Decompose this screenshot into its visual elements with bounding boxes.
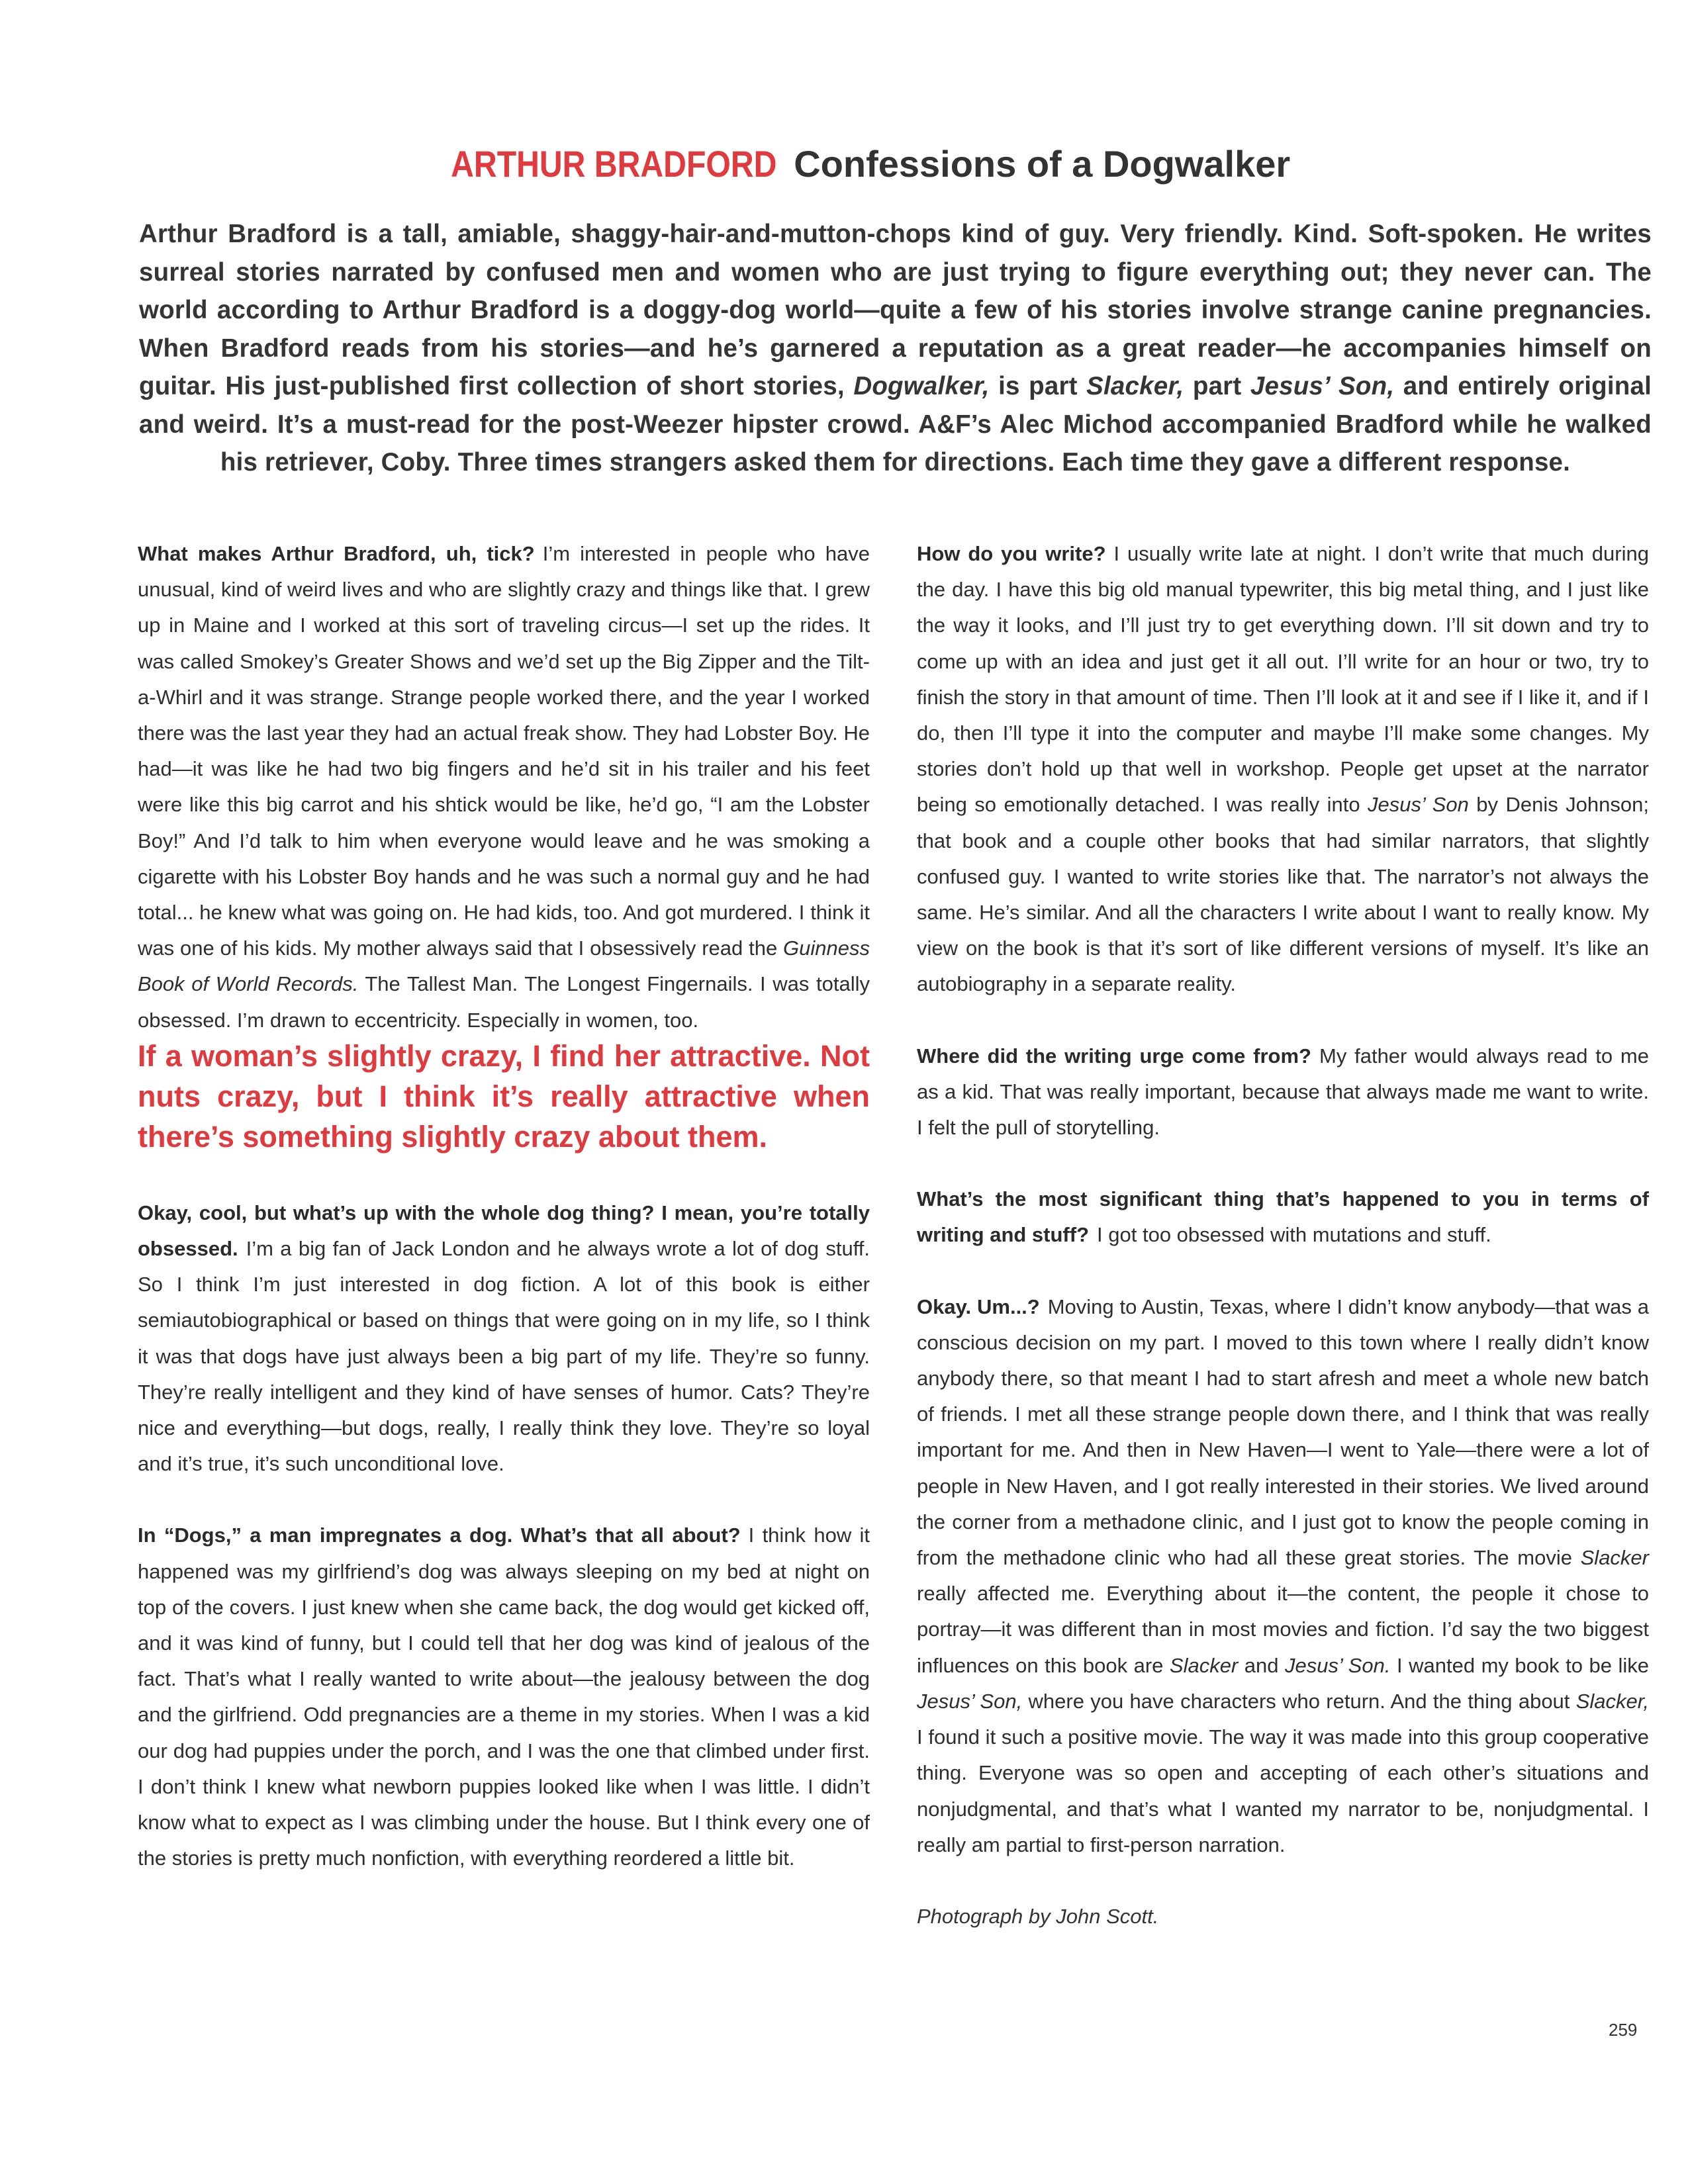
page-number: 259 [1609, 2020, 1638, 2040]
answer [917, 542, 1649, 995]
qa-block [917, 1289, 1649, 1863]
question: Okay, cool, but what’s up with the whole dog thing? I mean, you’re totally obsessed. [138, 1201, 870, 1261]
answer-book-title: Guinness Book of World Records. [138, 936, 870, 996]
answer-text: by Denis Johnson; that book and a couple other books that had similar narrators, that slightly confused guy. I wanted to write stories like that. The narrator’s not always the same. He’s similar. And all the characters I write about I want to really know. My view on the book is that it’s sort of like different versions of myself. It’s like an autobiography in a separate reality. [917, 793, 1649, 996]
answer-film-title: Slacker [1169, 1653, 1239, 1677]
qa-block [917, 1038, 1649, 1146]
intro-book-title: Dogwalker, [853, 372, 990, 400]
answer-film-title: Slacker, [1575, 1689, 1649, 1713]
qa-block [138, 1195, 870, 1482]
intro-text: and entirely original and weird. It’s a must-read for the post-Weezer hipster crowd. A&F’s Alec Michod accompanied Bradford while he walked his retriever, Coby. Three times strangers asked them for directions. Each time they gave a different response. [139, 372, 1652, 477]
question: What’s the most significant thing that’s happened to you in terms of writing and stuff? [917, 1187, 1649, 1247]
intro-film-title: Slacker, [1086, 372, 1184, 400]
answer-text: and [1238, 1653, 1286, 1677]
intro-paragraph [139, 215, 1652, 482]
answer: My father would always read to me as a kid. That was really important, because that always made me want to write. I felt the pull of storytelling. [917, 1044, 1649, 1140]
right-column [917, 536, 1649, 1934]
intro-text: part [1184, 372, 1250, 400]
answer-text: I wanted my book to be like [1390, 1653, 1650, 1677]
answer-text: Moving to Austin, Texas, where I didn’t know anybody—that was a conscious decision on my part. I moved to this town where I really didn’t know anybody there, so that meant I had to start afresh and meet a whole new batch of friends. I met all these strange people down there, and I think that was really important for me. And then in New Haven—I went to Yale—there were a lot of people in New Haven, and I got really interested in their stories. We lived around the corner from a methadone clinic, and I just got to know the people coming in from the methadone clinic who had all these great stories. The movie [917, 1295, 1649, 1570]
answer-text: really affected me. Everything about it—the content, the people it chose to portray—it was different than in most movies and fiction. I’d say the two biggest influences on this book are [917, 1582, 1649, 1677]
question: In “Dogs,” a man impregnates a dog. What’s that all about? [138, 1524, 741, 1547]
qa-block [917, 1181, 1649, 1253]
intro-book-title: Jesus’ Son, [1250, 372, 1395, 400]
left-column [138, 536, 870, 1913]
qa-block [138, 536, 870, 1038]
answer [917, 1295, 1649, 1856]
qa-block [138, 1518, 870, 1876]
intro-text: is part [989, 372, 1087, 400]
question: Okay. Um...? [917, 1295, 1040, 1318]
photo-credit: Photograph by John Scott. [917, 1904, 1159, 1928]
author-name: ARTHUR BRADFORD [450, 143, 777, 185]
question: What makes Arthur Bradford, uh, tick? [138, 542, 535, 565]
answer-text: I usually write late at night. I don’t write that much during the day. I have this big old manual typewriter, this big metal thing, and I just like the way it looks, and I’ll just try to get everything down. I’ll sit down and try to come up with an idea and just get it all out. I’ll write for an hour or two, try to finish the story in that amount of time. Then I’ll look at it and see if I like it, and if I do, then I’ll type it into the computer and maybe I’ll make some changes. My stories don’t hold up that well in workshop. People get upset at the narrator being so emotionally detached. I was really into [917, 542, 1649, 817]
answer-book-title: Jesus’ Son. [1285, 1653, 1391, 1677]
pull-quote: If a woman’s slightly crazy, I find her attractive. Not nuts crazy, but I think it’s really attractive when there’s something slightly crazy about them. [138, 1038, 870, 1154]
answer-book-title: Jesus’ Son, [917, 1689, 1023, 1713]
answer [138, 542, 870, 1032]
article-title: Confessions of a Dogwalker [794, 143, 1291, 185]
qa-block [917, 536, 1649, 1003]
answer-film-title: Slacker [1580, 1546, 1649, 1570]
answer-text: I found it such a positive movie. The way it was made into this group cooperative thing. Everyone was so open and accepting of each other’s situations and nonjudgmental, and that’s what I wanted my narrator to be, nonjudgmental. I really am partial to first-person narration. [917, 1725, 1649, 1856]
question: Where did the writing urge come from? [917, 1044, 1311, 1068]
answer: I think how it happened was my girlfriend’s dog was always sleeping on my bed at night on top of the covers. I just knew when she came back, the dog would get kicked off, and it was kind of funny, but I could tell that her dog was kind of jealous of the fact. That’s what I really wanted to write about—the jealousy between the dog and the girlfriend. Odd pregnancies are a theme in my stories. When I was a kid our dog had puppies under the porch, and I was the one that climbed under first. I don’t think I knew what newborn puppies looked like when I was little. I didn’t know what to expect as I was climbing under the house. But I think every one of the stories is pretty much nonfiction, with everything reordered a little bit. [138, 1524, 870, 1870]
answer-book-title: Jesus’ Son [1368, 793, 1469, 817]
article-header [0, 142, 1688, 185]
answer: I got too obsessed with mutations and stuff. [1097, 1223, 1491, 1247]
answer-text: The Tallest Man. The Longest Fingernails. I was totally obsessed. I’m drawn to eccentricity. Especially in women, too. [138, 972, 870, 1032]
answer-text: I’m interested in people who have unusual, kind of weird lives and who are slightly crazy and things like that. I grew up in Maine and I worked at this sort of traveling circus—I set up the rides. It was called Smokey’s Greater Shows and we’d set up the Big Zipper and the Tilt-a-Whirl and it was strange. Strange people worked there, and the year I worked there was the last year they had an actual freak show. They had Lobster Boy. He had—it was like he had two big fingers and he’d sit in his trailer and his feet were like this big carrot and his shtick would be like, he’d go, “I am the Lobster Boy!” And I’d talk to him when everyone would leave and he was smoking a cigarette with his Lobster Boy hands and he was such a normal guy and he had total... he knew what was going on. He had kids, too. And got murdered. I think it was one of his kids. My mother always said that I obsessively read the [138, 542, 870, 960]
intro-text: Arthur Bradford is a tall, amiable, shaggy-hair-and-mutton-chops kind of guy. Very friendly. Kind. Soft-spoken. He writes surreal stories narrated by confused men and women who are just trying to figure everything out; they never can. The world according to Arthur Bradford is a doggy-dog world—quite a few of his stories involve strange canine pregnancies. When Bradford reads from his stories—and he’s garnered a reputation as a great reader—he accompanies himself on guitar. His just-published first collection of short stories, [139, 220, 1652, 400]
answer: I’m a big fan of Jack London and he always wrote a lot of dog stuff. So I think I’m just interested in dog fiction. A lot of this book is either semiautobiographical or based on things that were going on in my life, so I think it was that dogs have just always been a big part of my life. They’re so funny. They’re really intelligent and they kind of have senses of humor. Cats? They’re nice and everything—but dogs, really, I really think they love. They’re so loyal and it’s true, it’s such unconditional love. [138, 1237, 870, 1476]
answer-text: where you have characters who return. And the thing about [1022, 1689, 1576, 1713]
question: How do you write? [917, 542, 1106, 565]
